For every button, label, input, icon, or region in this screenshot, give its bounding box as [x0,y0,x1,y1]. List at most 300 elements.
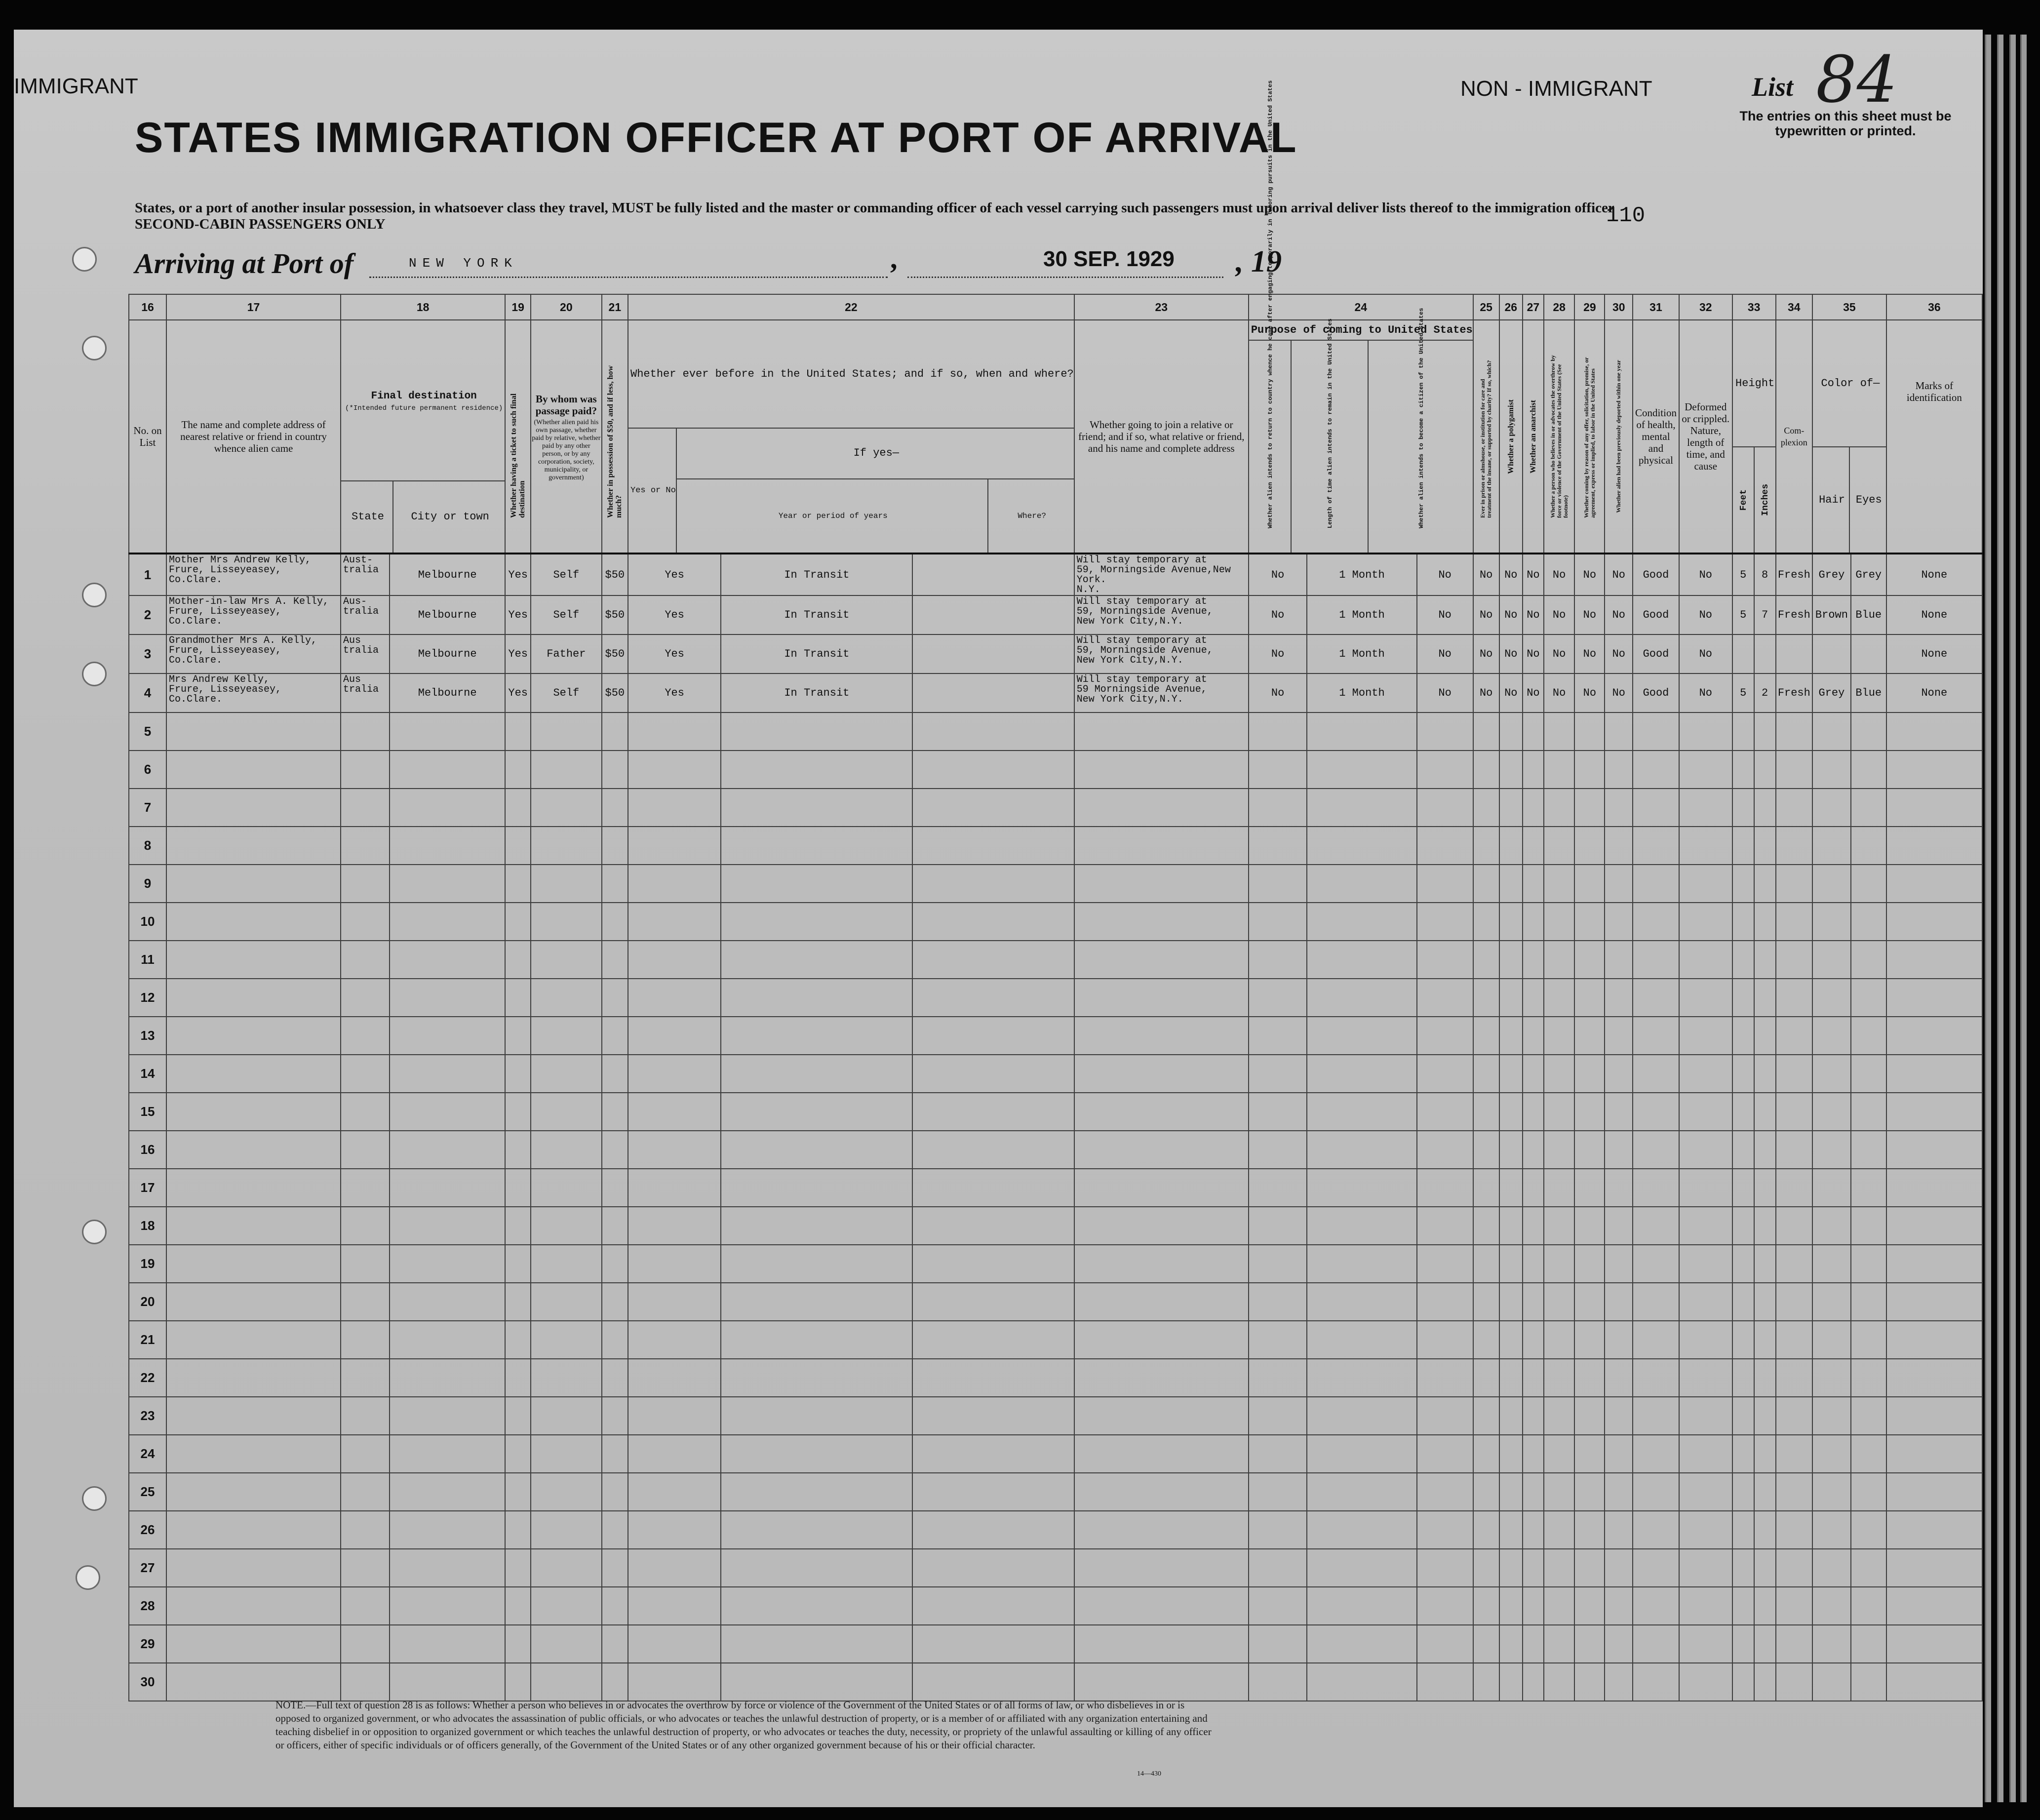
empty-cell [912,789,1074,827]
empty-cell [1249,1549,1307,1587]
empty-cell [531,1169,602,1207]
column-number: 31 [1633,294,1679,320]
empty-cell [1633,941,1679,979]
empty-cell [505,1055,531,1093]
empty-cell [390,1093,505,1131]
empty-cell [1633,1169,1679,1207]
empty-cell [531,789,602,827]
empty-cell [1679,1473,1732,1511]
table-row [129,554,1982,595]
empty-cell [341,1245,390,1283]
inches-cell: 7 [1754,595,1776,634]
deformed-cell: No [1679,634,1732,673]
empty-cell [1732,1245,1754,1283]
comma-separator: , [890,242,898,275]
empty-cell [1732,1473,1754,1511]
header-city: City or town [411,511,489,523]
list-number: 84 [1816,42,1898,117]
table-row [129,1549,1982,1587]
money-cell: $50 [602,554,628,595]
empty-cell [341,1055,390,1093]
empty-cell [602,1549,628,1587]
empty-cell [1074,1663,1249,1701]
city-cell: Melbourne [390,634,505,673]
purpose-cell: No [1249,634,1307,673]
empty-cell [628,1625,721,1663]
table-row [129,1093,1982,1131]
empty-cell [390,1587,505,1625]
header-health: Condition of health, mental and physical [1633,320,1679,554]
empty-cell [1605,865,1633,903]
q30-cell: No [1605,554,1633,595]
empty-cell [1523,1321,1544,1359]
empty-cell [628,1283,721,1321]
empty-cell [1544,1131,1574,1169]
empty-cell [721,1359,912,1397]
empty-cell [390,865,505,903]
empty-cell [505,1435,531,1473]
empty-cell [1417,1473,1473,1511]
empty-cell [721,1663,912,1701]
money-cell: $50 [602,595,628,634]
empty-cell [1523,1549,1544,1587]
empty-cell [1473,1283,1499,1321]
empty-cell [1307,1473,1416,1511]
empty-cell [1499,1663,1523,1701]
empty-cell [166,1245,341,1283]
empty-cell [1249,941,1307,979]
empty-cell [1307,1017,1416,1055]
feet-cell [1732,634,1754,673]
prison-label: Ever in prison or almshouse, or institution for care and treatment of the insane, or supported by charity? If so, which? [1479,360,1493,518]
empty-cell [628,1663,721,1701]
empty-cell [602,1207,628,1245]
empty-cell [602,979,628,1017]
empty-cell [1812,1131,1851,1169]
empty-cell [1074,1549,1249,1587]
table-row [129,979,1982,1017]
table-row [129,1207,1982,1245]
empty-cell [721,1321,912,1359]
empty-cell [1523,865,1544,903]
empty-cell [166,1283,341,1321]
column-number: 32 [1679,294,1732,320]
empty-cell [1417,1587,1473,1625]
empty-cell [390,1017,505,1055]
row-number: 3 [129,634,166,673]
date-dotted-line [907,277,1223,278]
entries-note: The entries on this sheet must be typewritten or printed. [1739,109,1952,138]
empty-cell [1679,1549,1732,1587]
header-final-destination [341,320,505,554]
empty-cell [1544,1169,1574,1207]
empty-cell [166,865,341,903]
q29-cell: No [1574,554,1605,595]
empty-cell [1851,903,1886,941]
empty-cell [1633,1245,1679,1283]
empty-cell [1574,1587,1605,1625]
citizen-label: Whether alien intends to become a citizen of the United States [1417,308,1425,528]
q29-cell: No [1574,634,1605,673]
feet-label: Feet [1739,489,1749,511]
empty-cell [1812,1397,1851,1435]
empty-cell [531,1321,602,1359]
page-title: STATES IMMIGRATION OFFICER AT PORT OF ARRIVAL [135,114,1297,161]
empty-cell [1417,1169,1473,1207]
empty-cell [1417,979,1473,1017]
empty-cell [531,751,602,789]
empty-cell [1473,1549,1499,1587]
empty-cell [166,1549,341,1587]
empty-cell [602,1245,628,1283]
empty-cell [1776,789,1813,827]
complexion-cell [1776,634,1813,673]
empty-cell [1732,1663,1754,1701]
empty-cell [1812,1093,1851,1131]
empty-cell [721,1283,912,1321]
state-cell: Aus- tralia [341,595,390,634]
empty-cell [341,1017,390,1055]
empty-cell [1544,865,1574,903]
table-row [129,595,1982,634]
empty-cell [1249,1131,1307,1169]
empty-cell [505,1473,531,1511]
anarchist-label: Whether an anarchist [1529,399,1537,474]
empty-cell [1523,1169,1544,1207]
empty-cell [531,1207,602,1245]
column-number: 25 [1473,294,1499,320]
empty-cell [505,1397,531,1435]
empty-cell [1249,1625,1307,1663]
empty-cell [628,827,721,865]
ticket-cell: Yes [505,595,531,634]
empty-cell [1249,1435,1307,1473]
table-row [129,751,1982,789]
empty-cell [390,1625,505,1663]
empty-cell [1732,1017,1754,1055]
empty-cell [1754,1169,1776,1207]
empty-cell [1574,751,1605,789]
empty-cell [166,1131,341,1169]
empty-cell [628,1397,721,1435]
citizen-cell: No [1417,554,1473,595]
empty-cell [1633,1017,1679,1055]
empty-cell [166,903,341,941]
empty-cell [1633,789,1679,827]
empty-cell [1499,1397,1523,1435]
empty-cell [1812,865,1851,903]
empty-cell [1886,1055,1982,1093]
empty-cell [1886,1245,1982,1283]
empty-cell [1473,1511,1499,1549]
empty-cell [721,827,912,865]
empty-cell [1499,979,1523,1017]
empty-cell [1732,1359,1754,1397]
empty-cell [1886,1131,1982,1169]
empty-cell [1544,979,1574,1017]
purpose-cell: No [1249,554,1307,595]
empty-cell [1812,979,1851,1017]
empty-cell [1605,1587,1633,1625]
header-marks: Marks of identification [1886,320,1982,554]
header-yes-no: Yes or No [628,428,676,553]
passage-paid-note: (Whether alien paid his own passage, whether paid by relative, whether paid by any other person, or by any corporation, society, municipality, or government) [532,419,601,481]
empty-cell [1633,979,1679,1017]
state-cell: Aus tralia [341,673,390,712]
empty-cell [1249,1169,1307,1207]
empty-cell [628,1587,721,1625]
relative-cell: Mother-in-law Mrs A. Kelly, Frure, Lisseyeasey, Co.Clare. [166,595,341,634]
empty-cell [1633,1055,1679,1093]
empty-cell [531,1397,602,1435]
empty-cell [1886,1207,1982,1245]
before-cell: Yes [628,595,721,634]
prison-cell: No [1473,595,1499,634]
empty-cell [602,1131,628,1169]
empty-cell [1473,1207,1499,1245]
empty-cell [1754,1207,1776,1245]
empty-cell [1732,712,1754,751]
empty-cell [390,1283,505,1321]
empty-cell [531,1131,602,1169]
empty-cell [1633,865,1679,903]
height-label: Height [1733,320,1775,447]
page-edge [1985,35,1991,1802]
empty-cell [505,1587,531,1625]
anarchist-cell: No [1523,554,1544,595]
empty-cell [1074,1245,1249,1283]
empty-cell [1473,903,1499,941]
empty-cell [1633,1093,1679,1131]
empty-cell [1473,1435,1499,1473]
empty-cell [505,1245,531,1283]
table-row [129,1473,1982,1511]
empty-cell [1307,1169,1416,1207]
q30-label: Whether alien had been previously deported within one year [1615,360,1622,513]
empty-cell [1523,712,1544,751]
empty-cell [1417,1093,1473,1131]
empty-cell [1754,1017,1776,1055]
empty-cell [1417,865,1473,903]
empty-cell [1499,1055,1523,1093]
paid-by-cell: Self [531,595,602,634]
header-q28 [1544,320,1574,554]
empty-cell [1679,1055,1732,1093]
empty-cell [628,1017,721,1055]
empty-cell [721,1017,912,1055]
empty-cell [1732,941,1754,979]
eyes-cell: Blue [1851,673,1886,712]
empty-cell [1307,1435,1416,1473]
joining-cell: Will stay temporary at 59, Morningside Avenue, New York City,N.Y. [1074,595,1249,634]
empty-cell [1776,1245,1813,1283]
empty-cell [1499,827,1523,865]
inches-cell: 2 [1754,673,1776,712]
empty-cell [1074,1207,1249,1245]
empty-cell [1417,1549,1473,1587]
before-cell: Yes [628,554,721,595]
empty-cell [1249,827,1307,865]
health-cell: Good [1633,595,1679,634]
empty-cell [1473,1321,1499,1359]
empty-cell [1776,1359,1813,1397]
immigrant-tag: IMMIGRANT [14,74,138,98]
empty-cell [912,1625,1074,1663]
empty-cell [1605,751,1633,789]
header-color-of [1812,320,1886,554]
empty-cell [912,1169,1074,1207]
header-no-on-list: No. on List [129,320,166,554]
empty-cell [1074,1397,1249,1435]
empty-cell [721,1587,912,1625]
row-number: 28 [129,1587,166,1625]
city-cell: Melbourne [390,554,505,595]
empty-cell [390,1473,505,1511]
header-polygamist [1499,320,1523,554]
table-row [129,1511,1982,1549]
empty-cell [1754,1625,1776,1663]
where-cell [912,554,1074,595]
empty-cell [341,941,390,979]
empty-cell [721,979,912,1017]
empty-cell [721,1435,912,1473]
column-number: 28 [1544,294,1574,320]
empty-cell [166,1397,341,1435]
empty-cell [1499,1321,1523,1359]
empty-cell [1679,1587,1732,1625]
row-number: 5 [129,712,166,751]
where-cell [912,673,1074,712]
where-cell [912,634,1074,673]
row-number: 23 [129,1397,166,1435]
paid-by-cell: Father [531,634,602,673]
row-number: 17 [129,1169,166,1207]
empty-cell [721,1511,912,1549]
empty-cell [1249,1245,1307,1283]
header-passage-paid [531,320,602,554]
empty-cell [505,827,531,865]
empty-cell [531,827,602,865]
length-stay-label: Length of time alien intends to remain in the United States [1327,318,1334,528]
before-in-us-label: Whether ever before in the United States; and if so, when and where? [630,367,1074,380]
empty-cell [628,1093,721,1131]
empty-cell [1523,1511,1544,1549]
relative-cell: Grandmother Mrs A. Kelly, Frure, Lisseyeasey, Co.Clare. [166,634,341,673]
eyes-cell [1851,634,1886,673]
q28-cell: No [1544,673,1574,712]
empty-cell [1812,1511,1851,1549]
empty-cell [390,941,505,979]
row-number: 19 [129,1245,166,1283]
row-number: 7 [129,789,166,827]
empty-cell [505,1359,531,1397]
empty-cell [1776,1131,1813,1169]
empty-cell [1417,1321,1473,1359]
table-row [129,789,1982,827]
empty-cell [1074,1283,1249,1321]
empty-cell [1074,1321,1249,1359]
empty-cell [1499,941,1523,979]
empty-cell [1605,789,1633,827]
empty-cell [1249,903,1307,941]
empty-cell [1886,979,1982,1017]
empty-cell [390,1131,505,1169]
empty-cell [1886,1359,1982,1397]
empty-cell [1812,1663,1851,1701]
empty-cell [1851,1055,1886,1093]
page-edge [1997,35,2003,1802]
period-cell: In Transit [721,634,912,673]
empty-cell [912,751,1074,789]
page-edge [2020,35,2027,1802]
money-cell: $50 [602,634,628,673]
empty-cell [1851,1131,1886,1169]
empty-cell [1633,1397,1679,1435]
before-cell: Yes [628,673,721,712]
binder-hole [76,1565,100,1590]
state-cell: Aus tralia [341,634,390,673]
column-number: 19 [505,294,531,320]
empty-cell [602,1473,628,1511]
empty-cell [1776,1283,1813,1321]
row-number: 20 [129,1283,166,1321]
empty-cell [1776,1511,1813,1549]
empty-cell [1679,1017,1732,1055]
empty-cell [1574,1549,1605,1587]
length-cell: 1 Month [1307,634,1416,673]
empty-cell [1851,789,1886,827]
empty-cell [912,1283,1074,1321]
empty-cell [1812,1169,1851,1207]
before-cell: Yes [628,634,721,673]
empty-cell [1544,1359,1574,1397]
empty-cell [1732,751,1754,789]
polygamist-cell: No [1499,634,1523,673]
empty-cell [1679,1131,1732,1169]
marks-cell: None [1886,673,1982,712]
empty-cell [505,751,531,789]
empty-cell [1851,1169,1886,1207]
header-money [602,320,628,554]
empty-cell [1307,789,1416,827]
empty-cell [1886,1549,1982,1587]
empty-cell [721,1397,912,1435]
empty-cell [628,1245,721,1283]
empty-cell [505,941,531,979]
empty-cell [531,1055,602,1093]
empty-cell [1574,1397,1605,1435]
empty-cell [341,751,390,789]
anarchist-cell: No [1523,673,1544,712]
empty-cell [1473,1473,1499,1511]
empty-cell [1851,1511,1886,1549]
empty-cell [721,789,912,827]
empty-cell [341,1397,390,1435]
marks-cell: None [1886,634,1982,673]
empty-cell [1732,1093,1754,1131]
table-row [129,1055,1982,1093]
empty-cell [1633,751,1679,789]
empty-cell [1499,1549,1523,1587]
empty-cell [1417,1055,1473,1093]
empty-cell [390,1055,505,1093]
empty-cell [1544,1663,1574,1701]
port-dotted-line [369,277,888,278]
empty-cell [1754,1321,1776,1359]
header-ticket [505,320,531,554]
empty-cell [628,712,721,751]
empty-cell [390,1397,505,1435]
